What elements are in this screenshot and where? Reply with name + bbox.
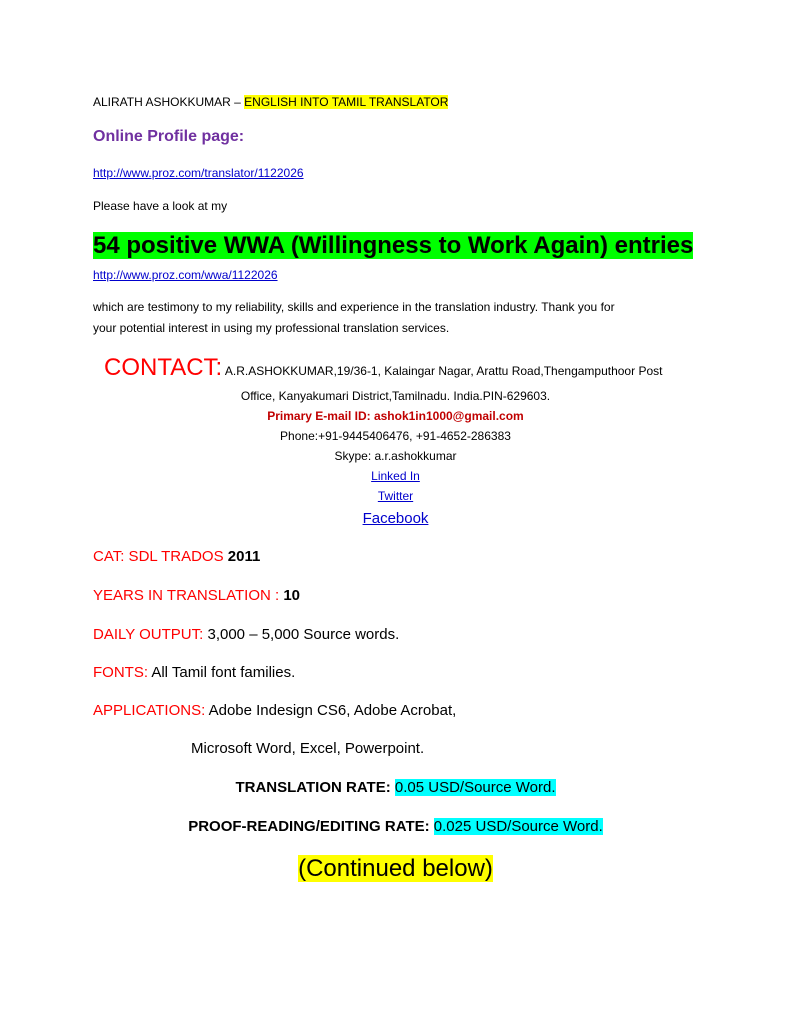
proof-rate-label: PROOF-READING/EDITING RATE: [188,818,434,835]
address-line-2: Office, Kanyakumari District,Tamilnadu. India.PIN-629603. [240,389,551,403]
testimony-line-1: which are testimony to my reliability, skills and experience in the translation industry. Thank you for [93,300,615,314]
contact-line-1 [104,353,662,386]
fonts-line [93,663,295,683]
fonts-value: All Tamil font families. [151,664,296,681]
cat-label: CAT: SDL TRADOS [93,548,228,565]
online-profile-heading: Online Profile page: [93,128,245,145]
wwa-url-link[interactable]: http://www.proz.com/wwa/1122026 [93,268,278,282]
applications-value-1: Adobe Indesign CS6, Adobe Acrobat, [208,702,457,719]
wwa-heading [93,231,693,261]
facebook-link[interactable]: Facebook [362,510,429,527]
look-text: Please have a look at my [93,199,228,213]
fonts-label: FONTS: [93,664,152,681]
translation-rate-value: 0.05 USD/Source Word. [394,779,556,796]
linkedin-link[interactable]: Linked In [371,469,420,483]
cat-value: 2011 [227,548,261,565]
cat-line [93,547,260,567]
applications-value-2: Microsoft Word, Excel, Powerpoint. [191,740,425,757]
proof-rate-line [0,817,791,837]
header-line [93,94,448,110]
phone-line: Phone:+91-9445406476, +91-4652-286383 [280,429,511,443]
twitter-link[interactable]: Twitter [377,489,414,503]
facebook-row [0,509,791,529]
proof-rate-value: 0.025 USD/Source Word. [433,818,603,835]
twitter-row [0,488,791,504]
wwa-heading-text: 54 positive WWA (Willingness to Work Again) entries [93,232,694,259]
daily-output-label: DAILY OUTPUT: [93,626,208,643]
daily-output-value: 3,000 – 5,000 Source words. [207,626,400,643]
linkedin-row [0,468,791,484]
translation-rate-line [0,778,791,798]
profile-url-link[interactable]: http://www.proz.com/translator/1122026 [93,166,304,180]
continued-line [0,853,791,885]
years-value: 10 [283,587,301,604]
contact-label: CONTACT: [104,354,223,381]
translation-rate-label: TRANSLATION RATE: [235,779,395,796]
translator-name: ALIRATH ASHOKKUMAR – [93,95,245,109]
email-line: Primary E-mail ID: ashok1in1000@gmail.com [267,409,524,423]
address-line-1: A.R.ASHOKKUMAR,19/36-1, Kalaingar Nagar, Arattu Road,Thengamputhoor Post [222,364,663,378]
years-line [93,586,300,606]
applications-line [93,701,456,721]
testimony-line-2: your potential interest in using my professional translation services. [93,321,450,335]
continued-text: (Continued below) [298,855,493,882]
skype-line: Skype: a.r.ashokkumar [334,449,457,463]
years-label: YEARS IN TRANSLATION : [93,587,284,604]
daily-output-line [93,625,399,645]
applications-label: APPLICATIONS: [93,702,209,719]
translator-role: ENGLISH INTO TAMIL TRANSLATOR [244,95,449,109]
